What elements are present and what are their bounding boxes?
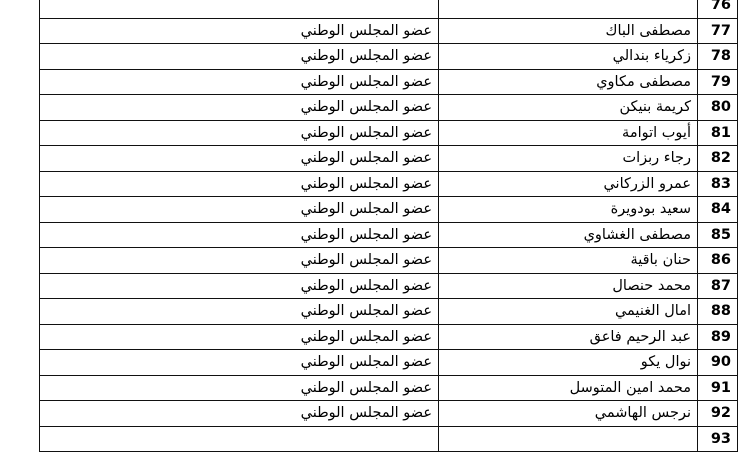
member-name-cell: امال الغنيمي bbox=[439, 299, 698, 325]
row-number-cell: 79 bbox=[698, 69, 738, 95]
table-row bbox=[40, 375, 738, 401]
member-name-cell bbox=[439, 0, 698, 18]
row-number-cell: 86 bbox=[698, 248, 738, 274]
member-name-cell: نوال يكو bbox=[439, 350, 698, 376]
member-name-cell bbox=[439, 426, 698, 452]
table-row bbox=[40, 273, 738, 299]
table-row bbox=[40, 0, 738, 18]
row-number-cell: 87 bbox=[698, 273, 738, 299]
member-role-cell: عضو المجلس الوطني bbox=[40, 44, 439, 70]
row-number-cell: 91 bbox=[698, 375, 738, 401]
member-name-cell: رجاء ربزات bbox=[439, 146, 698, 172]
row-number-cell: 89 bbox=[698, 324, 738, 350]
table-row bbox=[40, 69, 738, 95]
member-role-cell: عضو المجلس الوطني bbox=[40, 197, 439, 223]
table-row bbox=[40, 324, 738, 350]
member-role-cell bbox=[40, 0, 439, 18]
row-number-cell: 78 bbox=[698, 44, 738, 70]
member-name-cell: نرجس الهاشمي bbox=[439, 401, 698, 427]
member-name-cell: زكرياء بندالي bbox=[439, 44, 698, 70]
row-number-cell: 80 bbox=[698, 95, 738, 121]
table-row bbox=[40, 44, 738, 70]
member-role-cell bbox=[40, 426, 439, 452]
row-number-cell: 88 bbox=[698, 299, 738, 325]
row-number-cell: 90 bbox=[698, 350, 738, 376]
table-row bbox=[40, 146, 738, 172]
table-row bbox=[40, 197, 738, 223]
member-name-cell: كريمة بنيكن bbox=[439, 95, 698, 121]
member-name-cell: أيوب اتوامة bbox=[439, 120, 698, 146]
row-number-cell: 81 bbox=[698, 120, 738, 146]
table-row bbox=[40, 426, 738, 452]
member-name-cell: عبد الرحيم فاعق bbox=[439, 324, 698, 350]
table-row bbox=[40, 350, 738, 376]
table-row bbox=[40, 401, 738, 427]
member-role-cell: عضو المجلس الوطني bbox=[40, 18, 439, 44]
member-role-cell: عضو المجلس الوطني bbox=[40, 95, 439, 121]
member-role-cell: عضو المجلس الوطني bbox=[40, 375, 439, 401]
table-row bbox=[40, 222, 738, 248]
member-role-cell: عضو المجلس الوطني bbox=[40, 69, 439, 95]
member-role-cell: عضو المجلس الوطني bbox=[40, 222, 439, 248]
row-number-cell: 92 bbox=[698, 401, 738, 427]
table-row bbox=[40, 120, 738, 146]
row-number-cell: 83 bbox=[698, 171, 738, 197]
member-role-cell: عضو المجلس الوطني bbox=[40, 401, 439, 427]
member-role-cell: عضو المجلس الوطني bbox=[40, 248, 439, 274]
member-role-cell: عضو المجلس الوطني bbox=[40, 324, 439, 350]
member-role-cell: عضو المجلس الوطني bbox=[40, 273, 439, 299]
row-number-cell: 77 bbox=[698, 18, 738, 44]
member-name-cell: مصطفى الباك bbox=[439, 18, 698, 44]
row-number-cell: 84 bbox=[698, 197, 738, 223]
member-name-cell: مصطفى الغشاوي bbox=[439, 222, 698, 248]
row-number-cell: 85 bbox=[698, 222, 738, 248]
member-name-cell: عمرو الزركاني bbox=[439, 171, 698, 197]
table-row bbox=[40, 299, 738, 325]
table-row bbox=[40, 18, 738, 44]
member-name-cell: مصطفى مكاوي bbox=[439, 69, 698, 95]
member-name-cell: محمد حنصال bbox=[439, 273, 698, 299]
table-row bbox=[40, 248, 738, 274]
member-name-cell: حنان باقية bbox=[439, 248, 698, 274]
member-role-cell: عضو المجلس الوطني bbox=[40, 299, 439, 325]
member-name-cell: محمد امين المتوسل bbox=[439, 375, 698, 401]
members-table-body bbox=[40, 0, 738, 452]
member-role-cell: عضو المجلس الوطني bbox=[40, 146, 439, 172]
members-table bbox=[39, 0, 738, 452]
member-role-cell: عضو المجلس الوطني bbox=[40, 120, 439, 146]
member-name-cell: سعيد بودويرة bbox=[439, 197, 698, 223]
member-role-cell: عضو المجلس الوطني bbox=[40, 171, 439, 197]
table-row bbox=[40, 171, 738, 197]
table-row bbox=[40, 95, 738, 121]
row-number-cell: 82 bbox=[698, 146, 738, 172]
member-role-cell: عضو المجلس الوطني bbox=[40, 350, 439, 376]
row-number-cell: 93 bbox=[698, 426, 738, 452]
row-number-cell: 76 bbox=[698, 0, 738, 18]
